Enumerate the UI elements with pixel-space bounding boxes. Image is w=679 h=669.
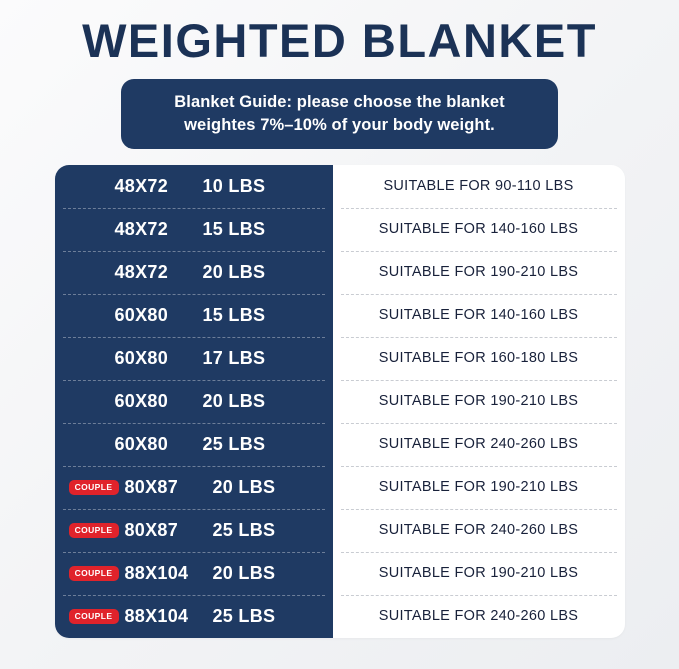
blanket-size: 88X104	[124, 605, 189, 626]
blanket-weight: 17 LBS	[202, 347, 266, 368]
suitable-weight-range: SUITABLE FOR 240-260 LBS	[378, 608, 579, 625]
blanket-size: 80X87	[124, 519, 179, 540]
blanket-weight: 15 LBS	[202, 304, 266, 325]
blanket-weight: 20 LBS	[212, 562, 276, 583]
suitable-weight-range: SUITABLE FOR 140-160 LBS	[378, 221, 579, 238]
suitable-weight-range: SUITABLE FOR 190-210 LBS	[378, 565, 579, 582]
couple-badge: COUPLE	[69, 566, 119, 581]
table-row	[55, 552, 333, 595]
suitable-weight-range: SUITABLE FOR 240-260 LBS	[378, 436, 579, 453]
table-column-suitable	[333, 165, 625, 638]
table-row	[333, 509, 625, 552]
blanket-guide-text: Blanket Guide: please choose the blanket weightes 7%–10% of your body weight.	[174, 93, 505, 134]
couple-badge: COUPLE	[69, 523, 119, 538]
blanket-weight: 10 LBS	[202, 175, 266, 196]
suitable-weight-range: SUITABLE FOR 240-260 LBS	[378, 522, 579, 539]
table-row	[333, 165, 625, 208]
table-row	[333, 595, 625, 638]
blanket-weight: 20 LBS	[202, 390, 266, 411]
couple-badge: COUPLE	[69, 480, 119, 495]
size-weight-table	[55, 165, 625, 638]
table-row	[55, 294, 333, 337]
blanket-size: 48X72	[114, 261, 169, 282]
table-row	[55, 208, 333, 251]
table-row	[55, 595, 333, 638]
blanket-size: 60X80	[114, 390, 169, 411]
table-column-size-weight	[55, 165, 333, 638]
badge-spacer	[69, 272, 115, 273]
table-row	[333, 337, 625, 380]
table-row	[55, 165, 333, 208]
blanket-weight: 20 LBS	[202, 261, 266, 282]
badge-spacer	[69, 186, 115, 187]
couple-badge: COUPLE	[69, 609, 119, 624]
table-row	[333, 294, 625, 337]
suitable-weight-range: SUITABLE FOR 160-180 LBS	[378, 350, 579, 367]
table-row	[55, 466, 333, 509]
blanket-size: 80X87	[124, 476, 179, 497]
table-row	[55, 380, 333, 423]
badge-spacer	[69, 315, 115, 316]
blanket-size: 60X80	[114, 347, 169, 368]
blanket-size: 60X80	[114, 433, 169, 454]
table-row	[333, 552, 625, 595]
blanket-size: 60X80	[114, 304, 169, 325]
blanket-weight: 25 LBS	[212, 605, 276, 626]
blanket-weight: 25 LBS	[202, 433, 266, 454]
blanket-weight: 20 LBS	[212, 476, 276, 497]
blanket-size: 88X104	[124, 562, 189, 583]
badge-spacer	[69, 444, 115, 445]
table-row	[333, 208, 625, 251]
table-row	[333, 380, 625, 423]
table-row	[333, 423, 625, 466]
table-row	[55, 423, 333, 466]
suitable-weight-range: SUITABLE FOR 140-160 LBS	[378, 307, 579, 324]
badge-spacer	[69, 229, 115, 230]
table-row	[333, 251, 625, 294]
blanket-weight: 25 LBS	[212, 519, 276, 540]
blanket-weight: 15 LBS	[202, 218, 266, 239]
blanket-size: 48X72	[114, 218, 169, 239]
suitable-weight-range: SUITABLE FOR 190-210 LBS	[378, 393, 579, 410]
badge-spacer	[69, 401, 115, 402]
suitable-weight-range: SUITABLE FOR 190-210 LBS	[378, 264, 579, 281]
table-row	[55, 251, 333, 294]
table-row	[333, 466, 625, 509]
table-row	[55, 337, 333, 380]
badge-spacer	[69, 358, 115, 359]
blanket-size: 48X72	[114, 175, 169, 196]
suitable-weight-range: SUITABLE FOR 90-110 LBS	[383, 178, 574, 195]
blanket-guide-callout	[121, 79, 558, 149]
page-title: WEIGHTED BLANKET	[82, 14, 597, 67]
table-row	[55, 509, 333, 552]
suitable-weight-range: SUITABLE FOR 190-210 LBS	[378, 479, 579, 496]
